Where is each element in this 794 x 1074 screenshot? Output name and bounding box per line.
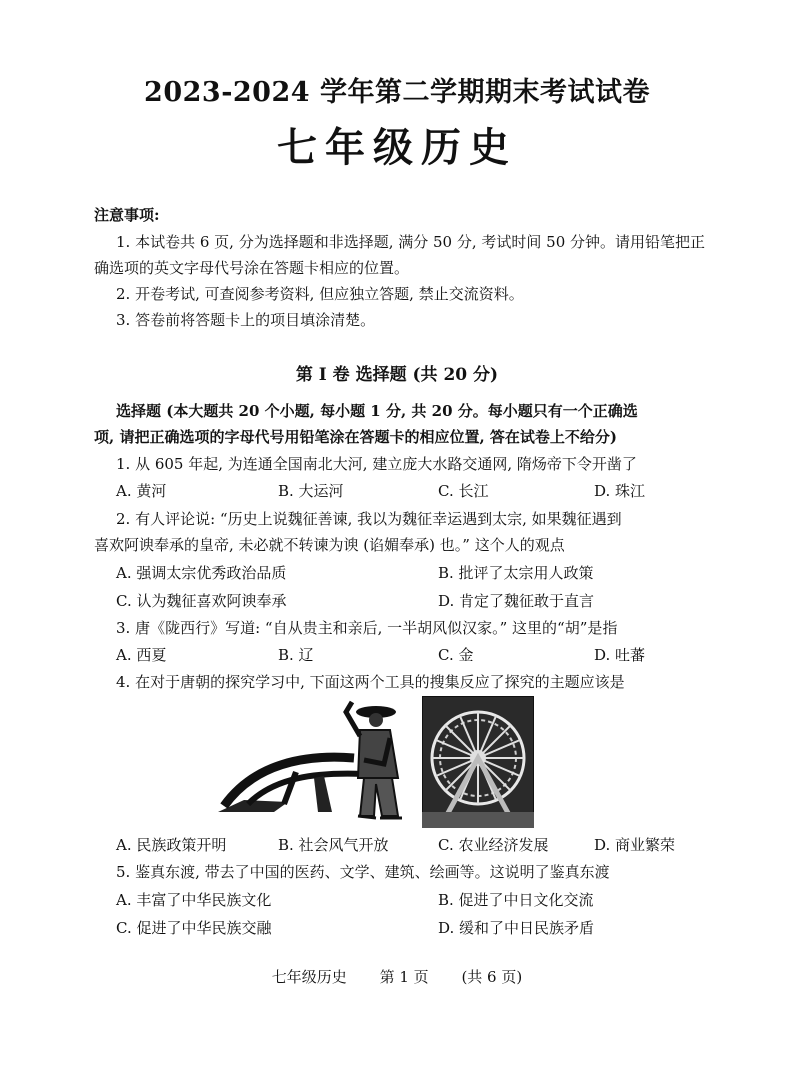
- q4-option-a: A. 民族政策开明: [116, 836, 227, 854]
- q1-option-b: B. 大运河: [278, 482, 344, 500]
- q3-option-d: D. 吐蕃: [594, 646, 646, 664]
- question-2-stem: 2. 有人评论说: “历史上说魏征善谏, 我以为魏征幸运遇到太宗, 如果魏征遇到: [116, 510, 622, 528]
- q1-option-a: A. 黄河: [116, 482, 167, 500]
- notes-heading: 注意事项:: [94, 206, 160, 224]
- note-item-1-cont: 确选项的英文字母代号涂在答题卡相应的位置。: [94, 259, 410, 277]
- footer-subject: 七年级历史: [271, 968, 347, 986]
- q1-option-d: D. 珠江: [594, 482, 646, 500]
- exam-title: 2023-2024 学年第二学期期末考试试卷: [144, 77, 650, 108]
- note-item-1: 1. 本试卷共 6 页, 分为选择题和非选择题, 满分 50 分, 考试时间 50 分钟。请用铅笔把正: [116, 233, 706, 251]
- note-item-2: 2. 开卷考试, 可查阅参考资料, 但应独立答题, 禁止交流资料。: [116, 285, 524, 303]
- question-1-stem: 1. 从 605 年起, 为连通全国南北大河, 建立庞大水路交通网, 隋炀帝下令开凿了: [116, 455, 637, 473]
- q2-option-c: C. 认为魏征喜欢阿谀奉承: [116, 592, 287, 610]
- exam-subject-title: 七年级历史: [277, 124, 517, 171]
- q2-option-a: A. 强调太宗优秀政治品质: [116, 564, 287, 582]
- section-intro: 选择题 (本大题共 20 个小题, 每小题 1 分, 共 20 分。每小题只有一个正确选: [116, 402, 638, 420]
- footer-total-pages: (共 6 页): [461, 968, 523, 986]
- q3-option-a: A. 西夏: [116, 646, 167, 664]
- note-item-3: 3. 答卷前将答题卡上的项目填涂清楚。: [116, 311, 376, 329]
- question-3-stem: 3. 唐《陇西行》写道: “自从贵主和亲后, 一半胡风似汉家。” 这里的“胡”是指: [116, 619, 618, 637]
- curved-plow-illustration: [214, 694, 420, 820]
- q2-option-d: D. 肯定了魏征敢于直言: [438, 592, 595, 610]
- section-intro-cont: 项, 请把正确选项的字母代号用铅笔涂在答题卡的相应位置, 答在试卷上不给分): [94, 428, 617, 446]
- q5-option-c: C. 促进了中华民族交融: [116, 919, 272, 937]
- q4-option-d: D. 商业繁荣: [594, 836, 676, 854]
- footer-page-number: 第 1 页: [379, 968, 429, 986]
- q2-option-b: B. 批评了太宗用人政策: [438, 564, 594, 582]
- question-2-stem-cont: 喜欢阿谀奉承的皇帝, 未必就不转谏为谀 (谄媚奉承) 也。” 这个人的观点: [94, 536, 565, 554]
- q4-option-b: B. 社会风气开放: [278, 836, 389, 854]
- q3-option-c: C. 金: [438, 646, 474, 664]
- q5-option-b: B. 促进了中日文化交流: [438, 891, 594, 909]
- q4-option-c: C. 农业经济发展: [438, 836, 549, 854]
- q5-option-a: A. 丰富了中华民族文化: [116, 891, 272, 909]
- page-footer: [0, 966, 794, 987]
- water-wheel-illustration: [422, 696, 534, 828]
- question-5-stem: 5. 鉴真东渡, 带去了中国的医药、文学、建筑、绘画等。这说明了鉴真东渡: [116, 863, 610, 881]
- question-4-stem: 4. 在对于唐朝的探究学习中, 下面这两个工具的搜集反应了探究的主题应该是: [116, 673, 625, 691]
- q5-option-d: D. 缓和了中日民族矛盾: [438, 919, 595, 937]
- q3-option-b: B. 辽: [278, 646, 314, 664]
- q1-option-c: C. 长江: [438, 482, 489, 500]
- section-heading: 第 I 卷 选择题 (共 20 分): [295, 365, 499, 385]
